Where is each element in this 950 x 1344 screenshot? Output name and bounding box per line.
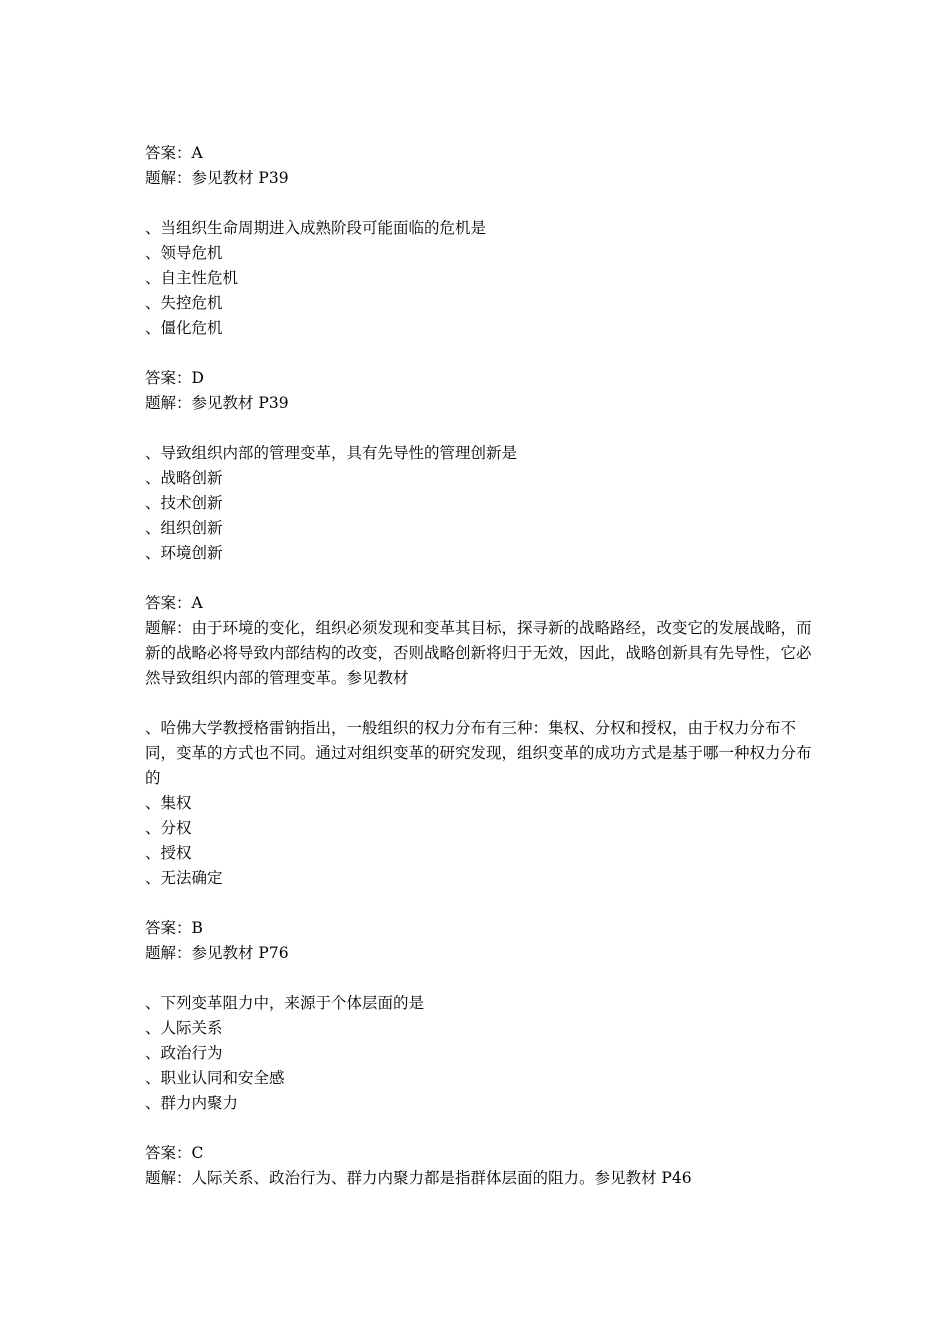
answer-line: 答案：B <box>145 919 203 937</box>
answer-line: 答案：A <box>145 144 203 162</box>
document-page <box>145 141 815 1191</box>
option-item: 、集权 <box>145 794 192 812</box>
option-item: 、职业认同和安全感 <box>145 1069 285 1087</box>
explanation-line: 题解：参见教材 P39 <box>145 394 289 412</box>
option-item: 、战略创新 <box>145 469 223 487</box>
answer-line: 答案：C <box>145 1144 204 1162</box>
option-item: 、人际关系 <box>145 1019 223 1037</box>
option-item: 、环境创新 <box>145 544 223 562</box>
option-item: 、授权 <box>145 844 192 862</box>
option-item: 、组织创新 <box>145 519 223 537</box>
option-item: 、技术创新 <box>145 494 223 512</box>
explanation-line: 题解：参见教材 P39 <box>145 169 289 187</box>
option-item: 、群力内聚力 <box>145 1094 239 1112</box>
explanation-line: 题解：参见教材 P76 <box>145 944 289 962</box>
question-text: 、下列变革阻力中，来源于个体层面的是 <box>145 994 425 1012</box>
option-item: 、分权 <box>145 819 192 837</box>
option-item: 、自主性危机 <box>145 269 239 287</box>
answer-line: 答案：D <box>145 369 204 387</box>
explanation-line: 题解：人际关系、政治行为、群力内聚力都是指群体层面的阻力。参见教材 P46 <box>145 1169 692 1187</box>
option-item: 、政治行为 <box>145 1044 223 1062</box>
question-text: 、当组织生命周期进入成熟阶段可能面临的危机是 <box>145 219 487 237</box>
question-text: 、导致组织内部的管理变革，具有先导性的管理创新是 <box>145 444 518 462</box>
option-item: 、无法确定 <box>145 869 223 887</box>
question-text: 、哈佛大学教授格雷钠指出，一般组织的权力分布有三种：集权、分权和授权，由于权力分布不同，变革的方式也不同。通过对组织变革的研究发现，组织变革的成功方式是基于哪一种权力分布的 <box>145 719 812 787</box>
option-item: 、僵化危机 <box>145 319 223 337</box>
option-item: 、失控危机 <box>145 294 223 312</box>
answer-line: 答案：A <box>145 594 203 612</box>
option-item: 、领导危机 <box>145 244 223 262</box>
explanation-paragraph: 题解：由于环境的变化，组织必须发现和变革其目标，探寻新的战略路经，改变它的发展战略，而新的战略必将导致内部结构的改变，否则战略创新将归于无效，因此，战略创新具有先导性，它必然导致组织内部的管理变革。参见教材 <box>145 619 812 687</box>
